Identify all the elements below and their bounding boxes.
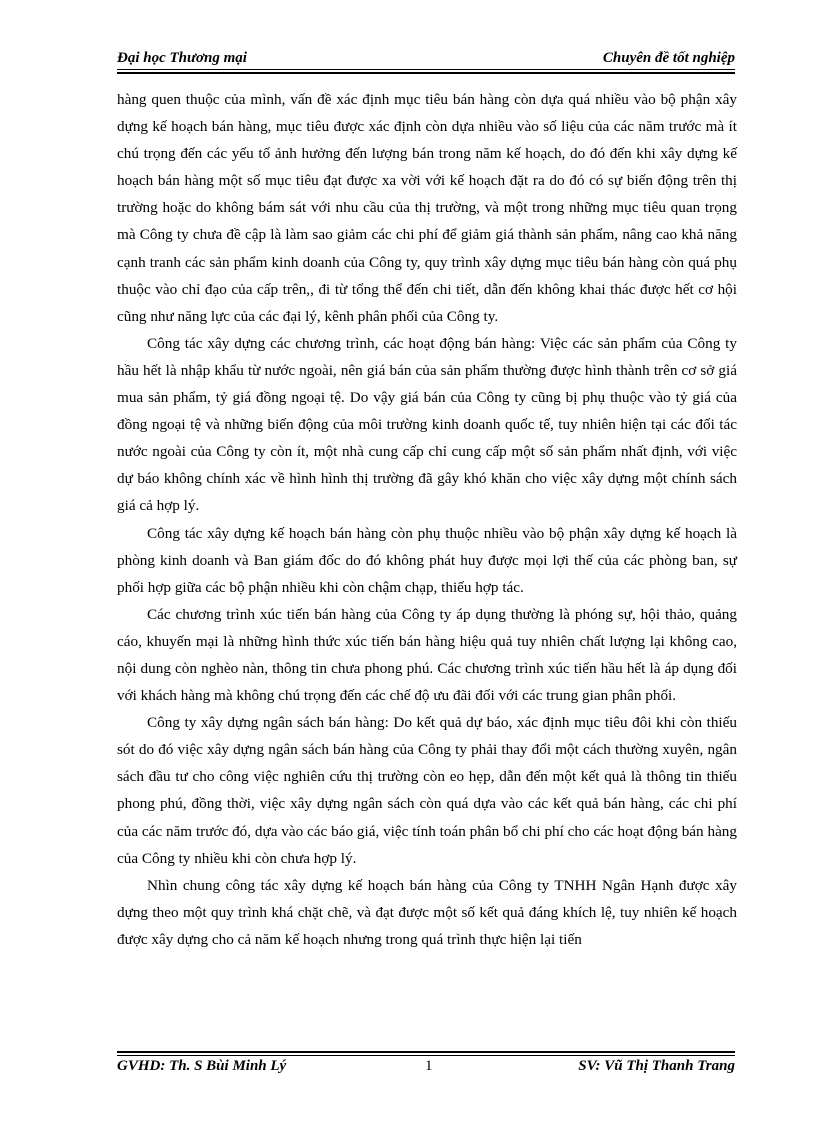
footer-rule: [117, 1055, 735, 1056]
page-header: [117, 48, 735, 70]
body-text: [117, 86, 737, 953]
header-school: Đại học Thương mại: [117, 50, 247, 66]
footer-supervisor: GVHD: Th. S Bùi Minh Lý: [117, 1058, 287, 1074]
paragraph: hàng quen thuộc của mình, vấn đề xác định mục tiêu bán hàng còn dựa quá nhiều vào bộ phận xây dựng kế hoạch bán hàng, mục tiêu được xác định còn dựa nhiều vào số liệu của các năm trước mà ít chú trọng đến các yếu tố ảnh hưởng đến lượng bán trong năm kế hoạch, do đó đến khi xây dựng kế hoạch bán hàng một số mục tiêu đạt được xa vời với kế hoạch đặt ra do đó có sự biến động trên thị trường hoặc do không bám sát với nhu cầu của thị trường, và một trong những mục tiêu quan trọng mà Công ty chưa đề cập là làm sao giảm các chi phí để giảm giá thành sản phẩm, nâng cao khả năng cạnh tranh các sản phẩm kinh doanh của Công ty, quy trình xây dựng mục tiêu bán hàng còn quá phụ thuộc vào chỉ đạo của cấp trên,, đi từ tổng thể đến chi tiết, dẫn đến không khai thác được hết cơ hội cũng như năng lực của các đại lý, kênh phân phối của Công ty.: [117, 91, 737, 325]
paragraph: Các chương trình xúc tiến bán hàng của Công ty áp dụng thường là phóng sự, hội thảo, quảng cáo, khuyến mại là những hình thức xúc tiến bán hàng hiệu quả tuy nhiên chất lượng lại không cao, nội dung còn nghèo nàn, thông tin chưa phong phú. Các chương trình xúc tiến hầu hết là áp dụng đối với khách hàng mà không chú trọng đến các chế độ ưu đãi đối với các trung gian phân phối.: [117, 605, 737, 705]
paragraph: Nhìn chung công tác xây dựng kế hoạch bán hàng của Công ty TNHH Ngân Hạnh được xây dựng theo một quy trình khá chặt chẽ, và đạt được một số kết quả đáng khích lệ, tuy nhiên kế hoạch được xây dựng cho cả năm kế hoạch nhưng trong quá trình thực hiện lại tiến: [117, 876, 737, 948]
page-footer: [117, 1058, 735, 1078]
footer-student: SV: Vũ Thị Thanh Trang: [578, 1058, 735, 1074]
footer-rule-thick: [117, 1051, 735, 1053]
paragraph: Công tác xây dựng các chương trình, các hoạt động bán hàng: Việc các sản phẩm của Công ty hầu hết là nhập khẩu từ nước ngoài, nên giá bán của sản phẩm thường được hình thành trên cơ sở giá mua sản phẩm, tỷ giá đồng ngoại tệ. Do vậy giá bán của Công ty cũng bị phụ thuộc vào tỷ giá của đồng ngoại tệ và những biến động của môi trường kinh doanh quốc tế, tuy nhiên hiện tại các đối tác nước ngoài của Công ty còn ít, một nhà cung cấp chỉ cung cấp một số sản phẩm nhất định, với việc dự báo không chính xác về hình hình thị trường đã gây khó khăn cho việc xây dựng một chính sách giá cả hợp lý.: [117, 334, 737, 515]
paragraph: Công tác xây dựng kế hoạch bán hàng còn phụ thuộc nhiều vào bộ phận xây dựng kế hoạch là phòng kinh doanh và Ban giám đốc do đó không phát huy được mọi lợi thế của các phòng ban, sự phối hợp giữa các bộ phận nhiều khi còn chậm chạp, thiếu hợp tác.: [117, 524, 737, 596]
paragraph: Công ty xây dựng ngân sách bán hàng: Do kết quả dự báo, xác định mục tiêu đôi khi còn thiếu sót do đó việc xây dựng ngân sách bán hàng của Công ty phải thay đổi một cách thường xuyên, ngân sách đầu tư cho công việc nghiên cứu thị trường còn eo hẹp, dẫn đến một kết quả là thông tin thiếu phong phú, đồng thời, việc xây dựng ngân sách còn quá dựa vào các kết quả bán hàng, các chi phí của các năm trước đó, dựa vào các báo giá, việc tính toán phân bổ chi phí cho các hoạt động bán hàng của Công ty nhiều khi còn chưa hợp lý.: [117, 714, 737, 867]
header-rule-thick: [117, 72, 735, 74]
page-number: 1: [425, 1058, 433, 1074]
header-doc-type: Chuyên đề tốt nghiệp: [602, 50, 735, 66]
header-rule: [117, 69, 735, 70]
